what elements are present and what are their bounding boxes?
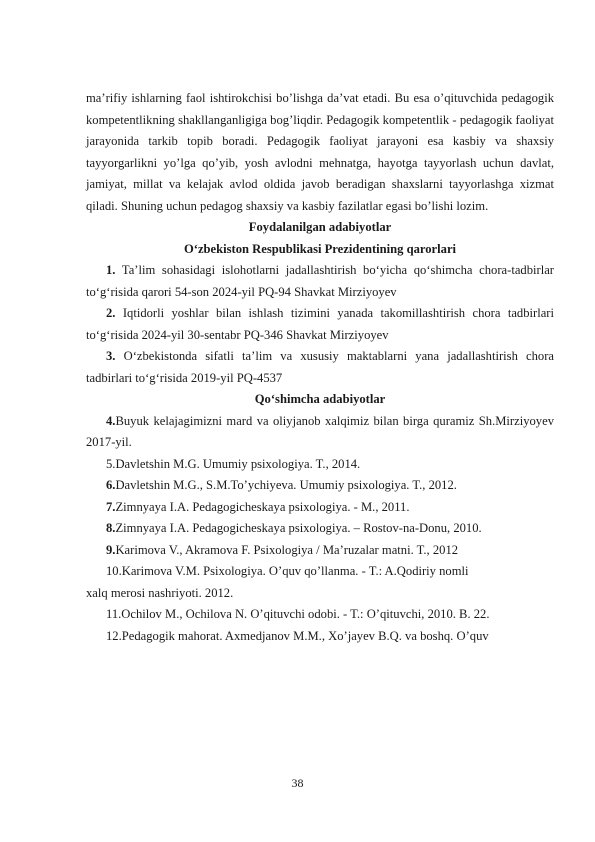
reference-number: 3. xyxy=(106,349,116,363)
reference-number: 8. xyxy=(106,521,116,535)
reference-text: O‘zbekistonda sifatli ta’lim va xususiy maktablarni yana jadallashtirish chora tadbirlari to‘g‘risida 2019-yil PQ-4537 xyxy=(86,349,554,385)
reference-text: Buyuk kelajagimizni mard va oliyjanob xalqimiz bilan birga quramiz Sh.Mirziyoyev 2017-yil. xyxy=(86,413,554,449)
reference-text: Iqtidorli yoshlar bilan ishlash tizimini yanada takomillashtirish chora tadbirlari to‘g‘risida 2024-yil 30-sentabr PQ-346 Shavkat Mirziyoyev xyxy=(86,306,554,342)
document-page xyxy=(86,88,554,647)
reference-item xyxy=(86,475,554,497)
reference-item xyxy=(86,497,554,519)
reference-text: Zimnyaya I.A. Pedagogicheskaya psixologiya. – Rostov-na-Donu, 2010. xyxy=(115,521,482,535)
reference-number: 6. xyxy=(106,478,116,492)
reference-text: 5.Davletshin M.G. Umumiy psixologiya. T., 2014. xyxy=(106,456,361,471)
reference-item-10-line1: 10.Karimova V.M. Psixologiya. O’quv qo’llanma. - T.: A.Qodiriy nomli xyxy=(106,564,469,578)
body-paragraph: ma’rifiy ishlarning faol ishtirokchisi bo’lishga da’vat etadi. Bu esa o’qituvchida pedagogik kompetentlikning shakllanganligiga bog’liqdir. Pedagogik kompetentlik - pedagogik faoliyat jarayonida tarkib topib boradi. Pedagogik faoliyat jarayoni esa kasbiy va shaxsiy tayyorgarlikni yo’lga qo’yib, yosh avlodni mehnatga, hayotga tayyorlash uchun davlat, jamiyat, millat va kelajak avlod oldida javob beradigan shaxslarni tayyorlashga xizmat qiladi. Shuning uchun pedagog shaxsiy va kasbiy fazilatlar egasi bo’lishi lozim. xyxy=(86,91,554,213)
reference-text: Davletshin M.G., S.M.To’ychiyeva. Umumiy psixologiya. T., 2012. xyxy=(115,478,457,492)
reference-item xyxy=(86,260,554,303)
reference-text: Karimova V., Akramova F. Psixologiya / Ma’ruzalar matni. T., 2012 xyxy=(115,542,459,557)
reference-text: Ta’lim sohasidagi islohotlarni jadallashtirish bo‘yicha qo‘shimcha chora-tadbirlar to‘g‘risida qarori 54-son 2024-yil PQ-94 Shavkat Mirziyoyev xyxy=(86,263,554,299)
reference-number: 2. xyxy=(106,306,116,320)
page-number: 38 xyxy=(291,776,304,790)
reference-item xyxy=(86,454,554,476)
reference-item xyxy=(86,303,554,346)
reference-item-10-line2: xalq merosi nashriyoti. 2012. xyxy=(86,585,234,600)
additional-references-heading: Qo‘shimcha adabiyotlar xyxy=(254,392,386,406)
reference-item-12: 12.Pedagogik mahorat. Axmedjanov M.M., Xo’jayev B.Q. va boshq. O’quv xyxy=(106,628,489,643)
references-heading: Foydalanilgan adabiyotlar xyxy=(248,220,392,234)
reference-number: 4. xyxy=(106,413,116,428)
reference-item xyxy=(86,411,554,454)
reference-item xyxy=(86,540,554,562)
reference-text: Zimnyaya I.A. Pedagogicheskaya psixologiya. - M., 2011. xyxy=(115,499,410,514)
reference-item-11: 11.Ochilov M., Ochilova N. O’qituvchi odobi. - T.: O’qituvchi, 2010. B. 22. xyxy=(106,607,490,621)
reference-item xyxy=(86,518,554,540)
reference-number: 9. xyxy=(106,542,116,557)
reference-number: 7. xyxy=(106,499,116,514)
decrees-subheading: O‘zbekiston Respublikasi Prezidentining qarorlari xyxy=(183,241,457,256)
reference-item xyxy=(86,346,554,389)
reference-number: 1. xyxy=(106,263,116,277)
